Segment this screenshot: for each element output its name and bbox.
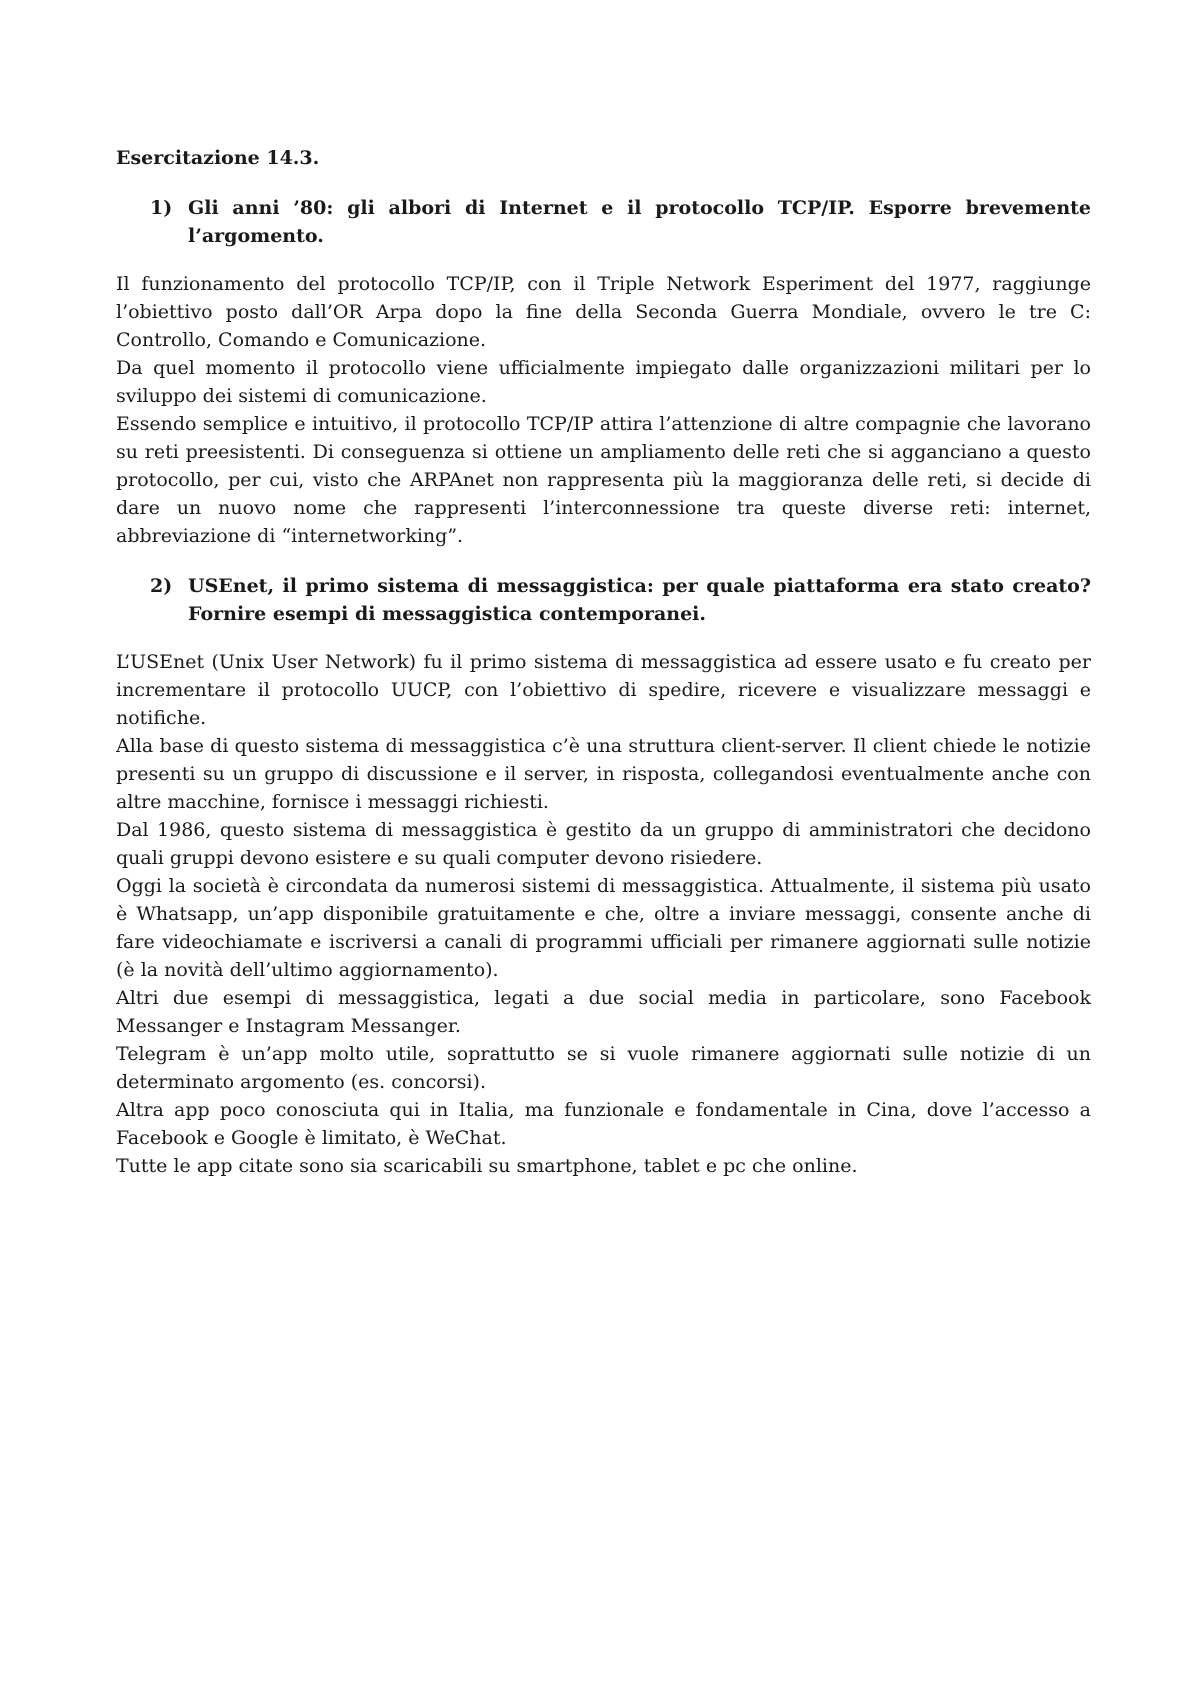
- document-page: [116, 140, 1091, 1202]
- question-2-text: USEnet, il primo sistema di messaggistica: per quale piattaforma era stato creato? Fornire esempi di messaggistica contemporanei.: [188, 575, 1091, 625]
- question-1-number: 1): [150, 197, 173, 219]
- question-1-text: Gli anni ’80: gli albori di Internet e il protocollo TCP/IP. Esporre brevemente l’argomento.: [188, 197, 1091, 247]
- document-title: Esercitazione 14.3.: [116, 147, 320, 169]
- answer-1: [116, 270, 1091, 550]
- answer-2-paragraph: L’USEnet (Unix User Network) fu il primo sistema di messaggistica ad essere usato e fu creato per incrementare il protocollo UUCP, con l’obiettivo di spedire, ricevere e visualizzare messaggi e notifiche.: [116, 651, 1091, 729]
- answer-2-paragraph: Tutte le app citate sono sia scaricabili su smartphone, tablet e pc che online.: [116, 1155, 858, 1177]
- answer-1-paragraph: Da quel momento il protocollo viene ufficialmente impiegato dalle organizzazioni militari per lo sviluppo dei sistemi di comunicazione.: [116, 357, 1091, 407]
- answer-2: [116, 648, 1091, 1180]
- answer-2-paragraph: Altri due esempi di messaggistica, legati a due social media in particolare, sono Facebook Messanger e Instagram Messanger.: [116, 987, 1091, 1037]
- question-2: [116, 572, 1091, 628]
- question-1: [116, 194, 1091, 250]
- question-2-number: 2): [150, 575, 173, 597]
- answer-2-paragraph: Altra app poco conosciuta qui in Italia, ma funzionale e fondamentale in Cina, dove l’accesso a Facebook e Google è limitato, è WeChat.: [116, 1099, 1091, 1149]
- answer-2-paragraph: Oggi la società è circondata da numerosi sistemi di messaggistica. Attualmente, il sistema più usato è Whatsapp, un’app disponibile gratuitamente e che, oltre a inviare messaggi, consente anche di fare videochiamate e iscriversi a canali di programmi ufficiali per rimanere aggiornati sulle notizie (è la novità dell’ultimo aggiornamento).: [116, 875, 1091, 981]
- answer-2-paragraph: Telegram è un’app molto utile, soprattutto se si vuole rimanere aggiornati sulle notizie di un determinato argomento (es. concorsi).: [116, 1043, 1091, 1093]
- answer-2-paragraph: Alla base di questo sistema di messaggistica c’è una struttura client-server. Il client chiede le notizie presenti su un gruppo di discussione e il server, in risposta, collegandosi eventualmente anche con altre macchine, fornisce i messaggi richiesti.: [116, 735, 1091, 813]
- answer-1-paragraph: Essendo semplice e intuitivo, il protocollo TCP/IP attira l’attenzione di altre compagnie che lavorano su reti preesistenti. Di conseguenza si ottiene un ampliamento delle reti che si agganciano a questo protocollo, per cui, visto che ARPAnet non rappresenta più la maggioranza delle reti, si decide di dare un nuovo nome che rappresenti l’interconnessione tra queste diverse reti: internet, abbreviazione di “internetworking”.: [116, 413, 1091, 547]
- answer-1-paragraph: Il funzionamento del protocollo TCP/IP, con il Triple Network Esperiment del 1977, raggiunge l’obiettivo posto dall’OR Arpa dopo la fine della Seconda Guerra Mondiale, ovvero le tre C: Controllo, Comando e Comunicazione.: [116, 273, 1091, 351]
- answer-2-paragraph: Dal 1986, questo sistema di messaggistica è gestito da un gruppo di amministratori che decidono quali gruppi devono esistere e su quali computer devono risiedere.: [116, 819, 1091, 869]
